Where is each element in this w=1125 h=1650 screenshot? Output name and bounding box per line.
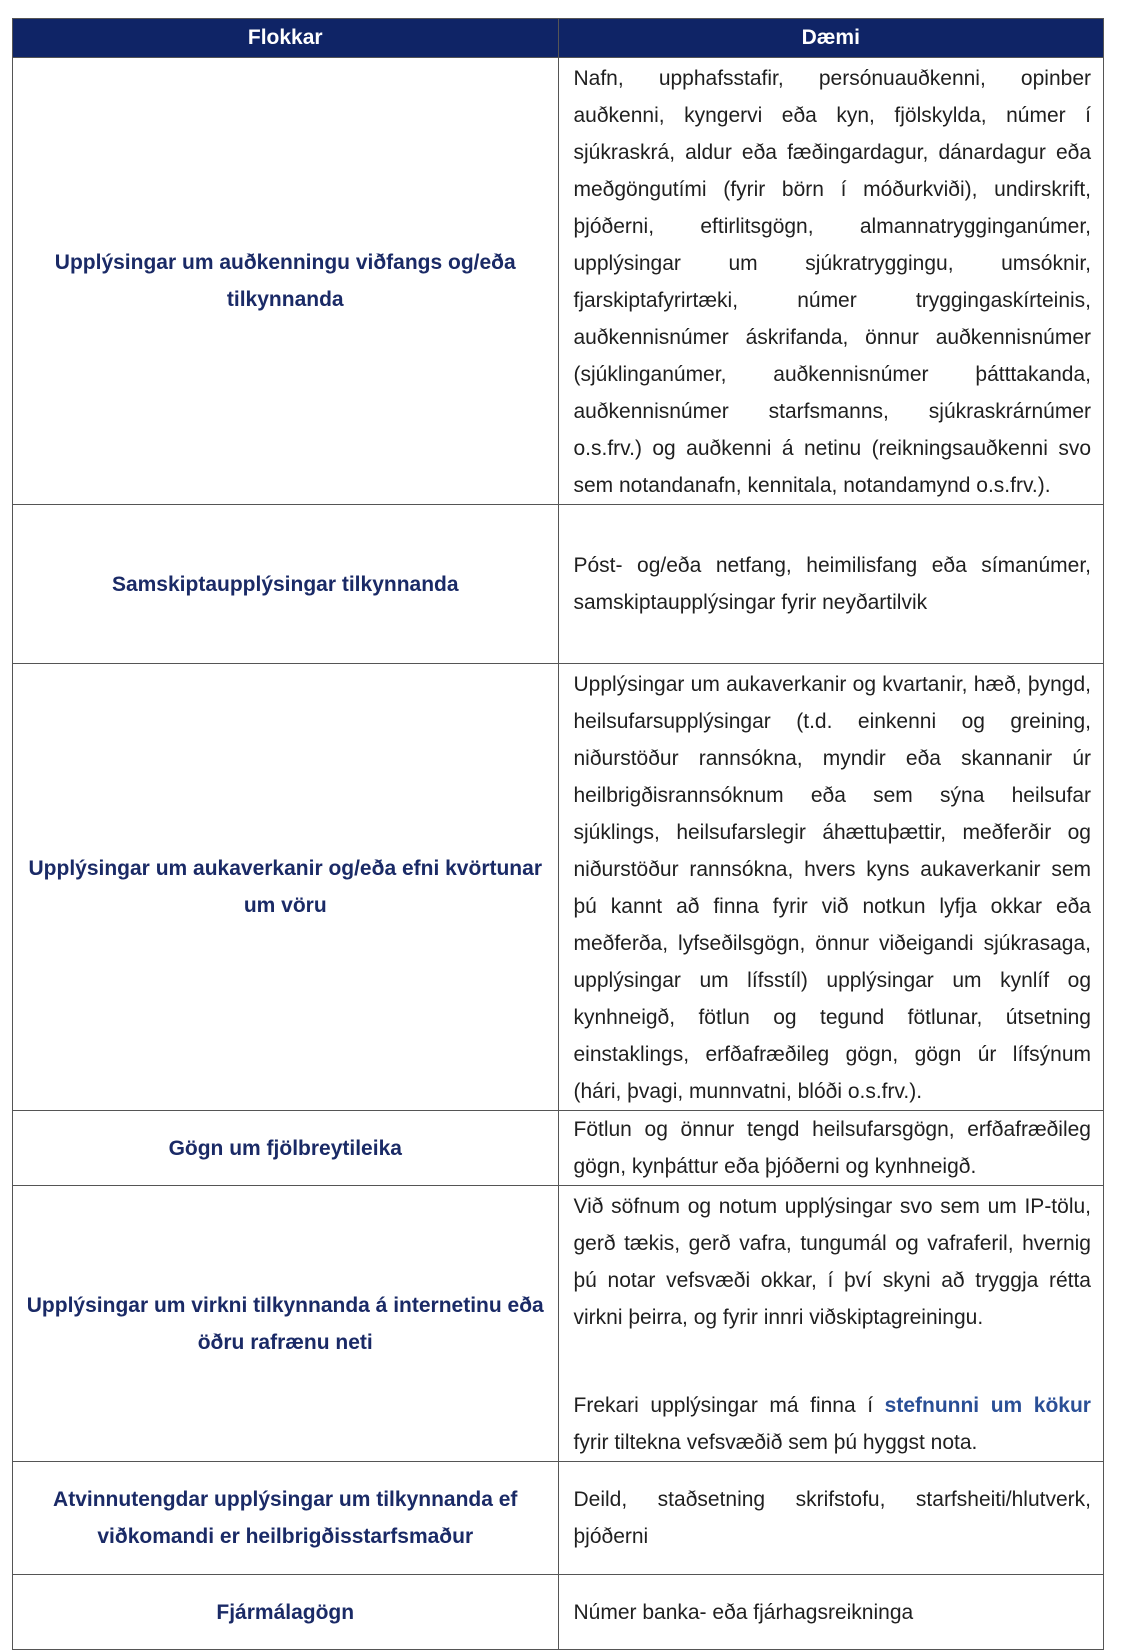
example-cell xyxy=(558,1462,1104,1575)
table-row xyxy=(13,505,1104,664)
example-text: Nafn, upphafsstafir, persónuauðkenni, opinber auðkenni, kyngervi eða kyn, fjölskylda, númer í sjúkraskrá, aldur eða fæðingardagur, dánardagur eða meðgöngutími (fyrir börn í móðurkviði), undirskrift, þjóðerni, eftirlitsgögn, almannatrygginganúmer, upplýsingar um sjúkratryggingu, umsóknir, fjarskiptafyrirtæki, númer tryggingaskírteinis, auðkennisnúmer áskrifanda, önnur auðkennisnúmer (sjúklinganúmer, auðkennisnúmer þátttakanda, auðkennisnúmer starfsmanns, sjúkraskrárnúmer o.s.frv.) og auðkenni á netinu (reikningsauðkenni svo sem notandanafn, kennitala, notandamynd o.s.frv.). xyxy=(573,67,1091,497)
category-cell: Upplýsingar um auðkenningu viðfangs og/eða tilkynnanda xyxy=(13,58,559,505)
example-cell xyxy=(558,58,1104,505)
table-row xyxy=(13,1186,1104,1462)
category-cell: Upplýsingar um virkni tilkynnanda á internetinu eða öðru rafrænu neti xyxy=(13,1186,559,1462)
example-cell xyxy=(558,1575,1104,1650)
categories-table xyxy=(12,18,1104,1650)
table-row xyxy=(13,1111,1104,1186)
category-cell: Samskiptaupplýsingar tilkynnanda xyxy=(13,505,559,664)
category-cell: Upplýsingar um aukaverkanir og/eða efni kvörtunar um vöru xyxy=(13,664,559,1111)
table-row xyxy=(13,664,1104,1111)
example-text: Við söfnum og notum upplýsingar svo sem um IP-tölu, gerð tækis, gerð vafra, tungumál og vafraferil, hvernig þú notar vefsvæði okkar, í því skyni að tryggja rétta virkni þeirra, og fyrir innri viðskiptagreiningu. xyxy=(573,1195,1091,1329)
example-text: Upplýsingar um aukaverkanir og kvartanir, hæð, þyngd, heilsufarsupplýsingar (t.d. einkenni og greining, niðurstöður rannsókna, myndir eða skannanir úr heilbrigðisrannsóknum eða sem sýna heilsufar sjúklings, heilsufarslegir áhættuþættir, meðferðir og niðurstöður rannsókna, hvers kyns aukaverkanir sem þú kannt að finna fyrir við notkun lyfja okkar eða meðferða, lyfseðilsgögn, önnur viðeigandi sjúkrasaga, upplýsingar um lífsstíl) upplýsingar um kynlíf og kynhneigð, fötlun og tegund fötlunar, útsetning einstaklings, erfðafræðileg gögn, gögn úr lífsýnum (hári, þvagi, munnvatni, blóði o.s.frv.). xyxy=(573,673,1091,1103)
cookie-note-after: fyrir tiltekna vefsvæðið sem þú hyggst nota. xyxy=(573,1431,978,1454)
example-cell xyxy=(558,505,1104,664)
example-cell xyxy=(558,1111,1104,1186)
cookie-note xyxy=(574,1387,1092,1461)
example-text: Fötlun og önnur tengd heilsufarsgögn, erfðafræðileg gögn, kynþáttur eða þjóðerni og kynhneigð. xyxy=(573,1118,1091,1178)
example-text: Deild, staðsetning skrifstofu, starfsheiti/hlutverk, þjóðerni xyxy=(573,1488,1091,1548)
category-cell: Atvinnutengdar upplýsingar um tilkynnanda ef viðkomandi er heilbrigðisstarfsmaður xyxy=(13,1462,559,1575)
header-categories: Flokkar xyxy=(13,19,559,58)
table-row xyxy=(13,58,1104,505)
table-row xyxy=(13,1575,1104,1650)
table-header-row xyxy=(13,19,1104,58)
header-examples: Dæmi xyxy=(558,19,1104,58)
category-cell: Fjármálagögn xyxy=(13,1575,559,1650)
category-cell: Gögn um fjölbreytileika xyxy=(13,1111,559,1186)
cookie-policy-link[interactable]: stefnunni um kökur xyxy=(884,1394,1091,1417)
cookie-note-before: Frekari upplýsingar má finna í xyxy=(573,1394,874,1417)
table-row xyxy=(13,1462,1104,1575)
example-cell xyxy=(558,664,1104,1111)
example-text: Númer banka- eða fjárhagsreikninga xyxy=(573,1600,914,1624)
example-text: Póst- og/eða netfang, heimilisfang eða símanúmer, samskiptaupplýsingar fyrir neyðartilvik xyxy=(573,554,1091,614)
example-cell xyxy=(558,1186,1104,1462)
